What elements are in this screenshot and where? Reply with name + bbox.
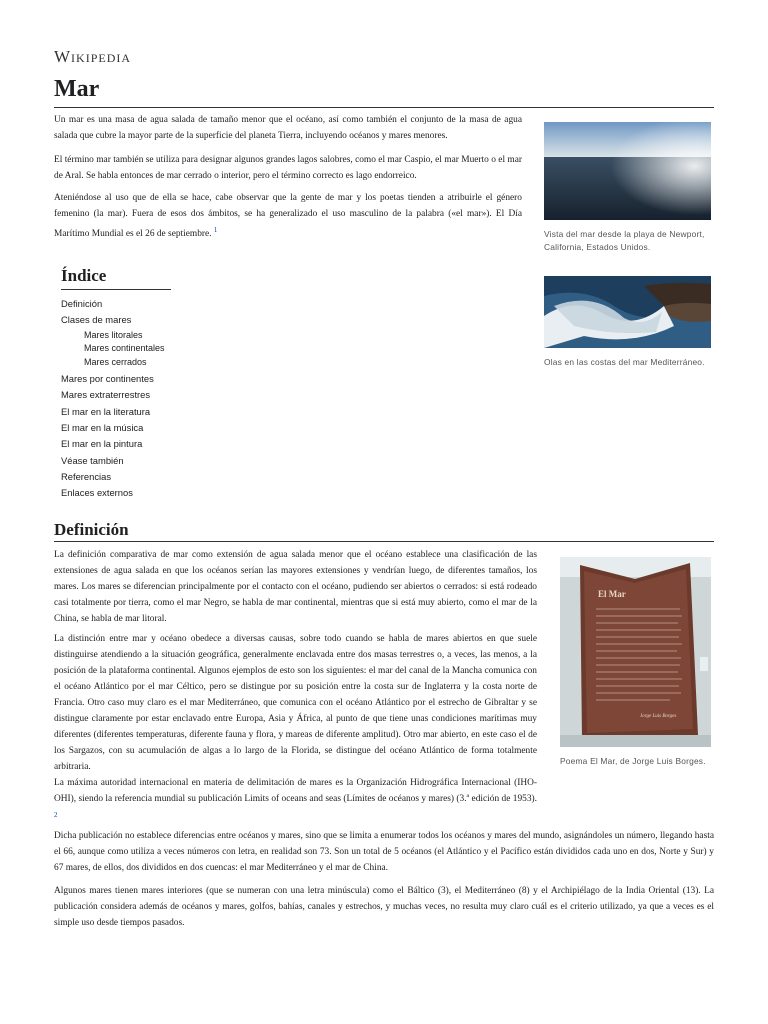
waves-image[interactable] xyxy=(544,276,711,348)
intro-paragraph-2: El término mar también se utiliza para designar algunos grandes lagos salobres, como el mar Caspio, el mar Muerto o el mar de Aral. Se habla entonces de mar cerrado o interior, pero el término correcto es lago endorreico. xyxy=(54,155,522,181)
figure-sea-view xyxy=(544,122,711,254)
borges-plaque-image[interactable] xyxy=(560,557,711,747)
page-title: Mar xyxy=(54,76,100,102)
toc-item-vease-tambien[interactable]: Véase también xyxy=(61,454,124,466)
definicion-paragraph-2: La distinción entre mar y océano obedece a diversas causas, sobre todo cuando se habla de mares abiertos en que suele distinguirse atendiendo a la situación geográfica, generalmente enclavada entre dos masas terrestres o, a veces, las menos, a la posición de la plataforma continental. Algunos ejemplos de esto son los siguientes: el mar del canal de la Mancha comunica con el océano Atlántico por el mar Céltico, pero se distingue por su posición entre la costa sur de Inglaterra y la costa norte de Francia. Otro caso muy claro es el mar Mediterráneo, que comunica con el océano Atlántico por el estrecho de Gibraltar y se distingue claramente por estar enclavado entre Europa, Asia y África, al punto de que tiene unas condiciones marítimas muy diferentes (diferentes temperaturas, diferente fauna y flora, y mareas de diferente amplitud). Otro mar abierto, en este caso el de los Sargazos, con su acumulación de algas a lo largo de la Florida, se distingue del océano Atlántico de forma totalmente arbitraria. xyxy=(54,634,537,772)
definicion-paragraph-5: Algunos mares tienen mares interiores (que se numeran con una letra minúscula) como el Báltico (3), el Mediterráneo (8) y el Archipiélago de la India Oriental (13). La publicación considera además de océanos y mares, golfos, bahías, canales y estrechos, y muchas veces, no resulta muy claro cuál es el criterio utilizado, ya que a veces es el simple uso desde tiempos pasados. xyxy=(54,886,714,928)
figure-caption: Poema El Mar, de Jorge Luis Borges. xyxy=(560,756,706,766)
toc-item-referencias[interactable]: Referencias xyxy=(61,470,112,482)
section-divider xyxy=(54,541,714,542)
toc-item-definicion[interactable]: Definición xyxy=(61,298,103,309)
figure-waves xyxy=(544,276,711,369)
toc-item-el-mar-en-la-musica[interactable]: El mar en la música xyxy=(61,421,144,433)
definicion-paragraph-4: Dicha publicación no establece diferencias entre océanos y mares, sino que se limita a enumerar todos los océanos y mares del mundo, asignándoles un número, llegando hasta el 66, aunque como utiliza a veces números con letra, en realidad son 73. Son un total de 5 océanos (el Atlántico y el Pacífico están divididos cada uno en dos, Norte y Sur) y 67 mares, de ellos, dos divididos en dos cuencas: el mar Mediterráneo y el mar de China. xyxy=(54,831,714,873)
toc-item-enlaces-externos[interactable]: Enlaces externos xyxy=(61,487,133,499)
toc-item-mares-litorales[interactable]: Mares litorales xyxy=(84,329,143,340)
figure-borges-poem xyxy=(560,557,711,768)
table-of-contents xyxy=(61,266,181,501)
definicion-paragraph-3: La máxima autoridad internacional en materia de delimitación de mares es la Organización Hidrográfica Internacional (IHO-OHI), siendo la referencia mundial su publicación Limits of oceans and seas (Límites de océanos y mares) (3.ª edición de 1953). $^2$ xyxy=(54,778,537,819)
figure-caption: Olas en las costas del mar Mediterráneo. xyxy=(544,357,705,367)
sea-view-image[interactable] xyxy=(544,122,711,220)
figure-caption: Vista del mar desde la playa de Newport, California, Estados Unidos. xyxy=(544,229,705,252)
intro-paragraph-1: Un mar es una masa de agua salada de tamaño menor que el océano, así como también el conjunto de la masa de agua salada que cubre la mayor parte de la superficie del planeta Tierra, incluyendo océanos y mares menores. xyxy=(54,115,522,141)
toc-item-mares-cerrados[interactable]: Mares cerrados xyxy=(84,356,147,367)
toc-item-el-mar-en-la-pintura[interactable]: El mar en la pintura xyxy=(61,438,143,450)
section-heading-definicion: Definición xyxy=(54,520,129,539)
reference-link[interactable]: 1 xyxy=(213,226,218,234)
toc-divider xyxy=(61,289,171,290)
intro-paragraph-3: Ateniéndose al uso que de ella se hace, cabe observar que la gente de mar y los poetas tienden a atribuirle el género femenino (la mar). Fuera de esos dos ámbitos, se ha generalizado el uso masculino de la palabra («el mar»). El Día Marítimo Mundial es el 26 de septiembre. $^1$ xyxy=(54,193,522,240)
toc-item-clases-de-mares[interactable]: Clases de mares xyxy=(61,314,132,326)
toc-item-mares-extraterrestres[interactable]: Mares extraterrestres xyxy=(61,389,151,401)
definicion-paragraph-1: La definición comparativa de mar como extensión de agua salada menor que el océano establece una clasificación de las extensiones de agua salada en que los océanos serían las mayores extensiones y vendrían luego, de diferentes tamaños, los mares. Los mares se diferencian principalmente por el contacto con el océano, pudiendo ser abiertos o cerrados: si está rodeado casi totalmente por tierra, como el mar Negro, se habla de mar continental, mientras que si está muy abierto, como el mar de la China, se habla de mar litoral. xyxy=(54,550,537,624)
toc-item-mares-por-continentes[interactable]: Mares por continentes xyxy=(61,373,154,385)
toc-item-el-mar-en-la-literatura[interactable]: El mar en la literatura xyxy=(61,405,151,417)
reference-link[interactable]: 2 xyxy=(54,811,58,819)
toc-title: Índice xyxy=(61,266,107,285)
title-divider xyxy=(54,107,714,108)
poem-signature-text: Jorge Luis Borges xyxy=(640,714,677,719)
poem-title-text: El Mar xyxy=(598,589,626,599)
toc-item-mares-continentales[interactable]: Mares continentales xyxy=(84,343,165,354)
wikipedia-logo[interactable]: Wikipedia xyxy=(54,47,132,66)
